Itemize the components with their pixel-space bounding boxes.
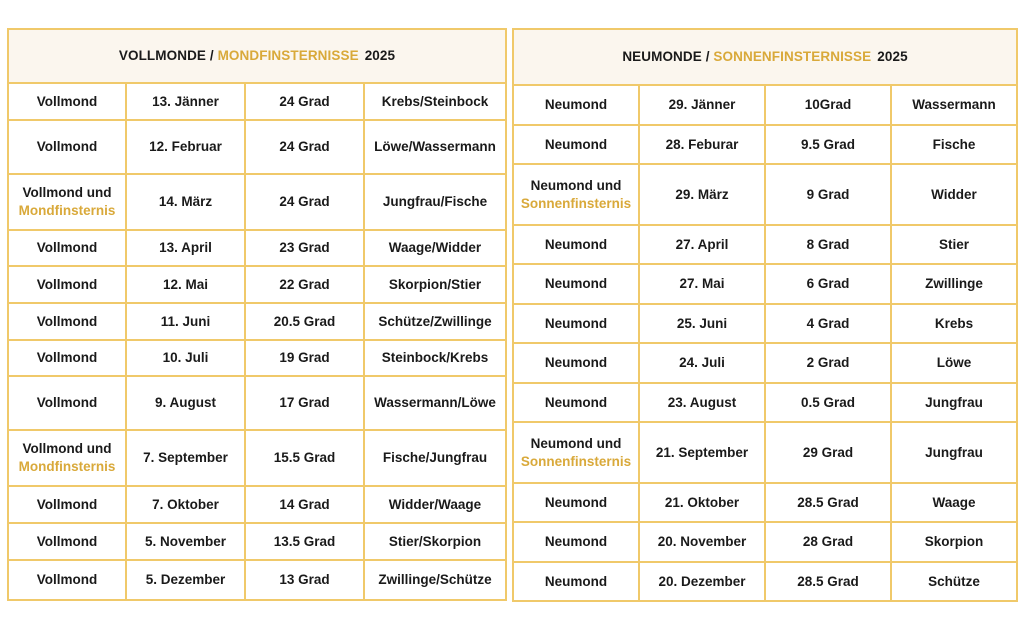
date-cell: 21. Oktober <box>639 483 765 522</box>
table-row <box>513 422 1017 483</box>
zodiac-cell: Widder/Waage <box>364 486 506 523</box>
phase-type-cell <box>8 303 126 340</box>
table-row <box>8 120 506 174</box>
phase-type: Neumond <box>544 276 608 291</box>
phase-type: Vollmond <box>36 93 98 109</box>
degree-cell: 24 Grad <box>245 120 364 174</box>
phase-type-cell <box>513 164 639 225</box>
degree-cell: 19 Grad <box>245 340 364 376</box>
degree-cell: 4 Grad <box>765 304 891 343</box>
zodiac-cell: Wassermann <box>891 85 1017 125</box>
degree-cell: 29 Grad <box>765 422 891 483</box>
zodiac-cell: Jungfrau <box>891 383 1017 422</box>
phase-type: Neumond <box>544 315 608 331</box>
degree-cell: 17 Grad <box>245 376 364 430</box>
phase-type: Vollmond <box>36 139 98 154</box>
new-moon-table <box>512 28 1018 602</box>
degree-cell: 23 Grad <box>245 230 364 266</box>
table-row <box>513 562 1017 601</box>
date-cell: 7. September <box>126 430 245 486</box>
date-cell: 10. Juli <box>126 340 245 376</box>
date-cell: 20. Dezember <box>639 562 765 601</box>
table-row <box>513 343 1017 383</box>
phase-type: Vollmond und <box>22 185 112 200</box>
phase-type: Vollmond und <box>22 441 112 456</box>
table-row <box>8 523 506 560</box>
full-moon-table-title <box>8 29 506 83</box>
date-cell: 23. August <box>639 383 765 422</box>
phase-type-cell <box>513 483 639 522</box>
date-cell: 29. März <box>639 164 765 225</box>
date-cell: 7. Oktober <box>126 486 245 523</box>
phase-type: Neumond <box>544 494 608 510</box>
table-row <box>8 560 506 600</box>
phase-type: Vollmond <box>36 313 98 329</box>
phase-type-cell <box>513 125 639 164</box>
zodiac-cell: Waage/Widder <box>364 230 506 266</box>
zodiac-cell: Schütze <box>891 562 1017 601</box>
title-highlight: MONDFINSTERNISSE <box>217 48 359 63</box>
degree-cell: 14 Grad <box>245 486 364 523</box>
date-cell: 13. April <box>126 230 245 266</box>
phase-type-cell <box>8 560 126 600</box>
title-prefix: VOLLMONDE / <box>118 48 218 63</box>
date-cell: 12. Mai <box>126 266 245 303</box>
table-row <box>8 83 506 120</box>
phase-type-cell <box>8 120 126 174</box>
degree-cell: 28 Grad <box>765 522 891 562</box>
table-row <box>513 522 1017 562</box>
table-row <box>8 230 506 266</box>
table-row <box>8 340 506 376</box>
date-cell: 29. Jänner <box>639 85 765 125</box>
phase-type-cell <box>8 523 126 560</box>
zodiac-cell: Löwe/Wassermann <box>364 120 506 174</box>
degree-cell: 9 Grad <box>765 164 891 225</box>
phase-type: Vollmond <box>36 276 98 292</box>
table-row <box>513 304 1017 343</box>
table-row <box>8 303 506 340</box>
phase-type-cell <box>513 562 639 601</box>
zodiac-cell: Krebs <box>891 304 1017 343</box>
date-cell: 20. November <box>639 522 765 562</box>
zodiac-cell: Stier <box>891 225 1017 264</box>
phase-type-cell <box>513 343 639 383</box>
phase-type-cell <box>513 522 639 562</box>
phase-type: Vollmond <box>36 395 98 410</box>
phase-type: Neumond und <box>530 435 622 451</box>
degree-cell: 22 Grad <box>245 266 364 303</box>
phase-type-cell <box>513 264 639 304</box>
zodiac-cell: Jungfrau <box>891 422 1017 483</box>
phase-type: Vollmond <box>36 533 98 549</box>
degree-cell: 13.5 Grad <box>245 523 364 560</box>
eclipse-label: Mondfinsternis <box>18 459 116 474</box>
table-row <box>513 225 1017 264</box>
zodiac-cell: Widder <box>891 164 1017 225</box>
table-row <box>8 376 506 430</box>
degree-cell: 28.5 Grad <box>765 562 891 601</box>
eclipse-label: Mondfinsternis <box>18 203 116 218</box>
phase-type: Neumond <box>544 97 608 112</box>
phase-type-cell <box>513 304 639 343</box>
table-row <box>8 174 506 230</box>
date-cell: 27. Mai <box>639 264 765 304</box>
eclipse-label: Sonnenfinsternis <box>520 195 632 211</box>
zodiac-cell: Jungfrau/Fische <box>364 174 506 230</box>
table-row <box>513 164 1017 225</box>
zodiac-cell: Zwillinge/Schütze <box>364 560 506 600</box>
phase-type-cell <box>8 340 126 376</box>
eclipse-label: Sonnenfinsternis <box>520 453 632 469</box>
phase-type-cell <box>8 266 126 303</box>
zodiac-cell: Skorpion <box>891 522 1017 562</box>
title-year: 2025 <box>877 49 908 64</box>
table-row <box>8 430 506 486</box>
phase-type: Neumond <box>544 236 608 252</box>
table-row <box>513 125 1017 164</box>
date-cell: 9. August <box>126 376 245 430</box>
degree-cell: 24 Grad <box>245 174 364 230</box>
table-row <box>8 266 506 303</box>
phase-type-cell <box>8 376 126 430</box>
date-cell: 5. November <box>126 523 245 560</box>
zodiac-cell: Fische/Jungfrau <box>364 430 506 486</box>
degree-cell: 28.5 Grad <box>765 483 891 522</box>
zodiac-cell: Wassermann/Löwe <box>364 376 506 430</box>
zodiac-cell: Zwillinge <box>891 264 1017 304</box>
zodiac-cell: Skorpion/Stier <box>364 266 506 303</box>
zodiac-cell: Waage <box>891 483 1017 522</box>
new-moon-table-title <box>513 29 1017 85</box>
table-row <box>8 486 506 523</box>
table-row <box>513 483 1017 522</box>
zodiac-cell: Stier/Skorpion <box>364 523 506 560</box>
degree-cell: 15.5 Grad <box>245 430 364 486</box>
degree-cell: 6 Grad <box>765 264 891 304</box>
phase-type: Vollmond <box>36 240 98 255</box>
zodiac-cell: Steinbock/Krebs <box>364 340 506 376</box>
degree-cell: 24 Grad <box>245 83 364 120</box>
full-moon-table <box>7 28 507 601</box>
phase-type-cell <box>513 85 639 125</box>
phase-type: Neumond <box>544 534 608 549</box>
phase-type: Neumond <box>544 136 608 152</box>
phase-type-cell <box>8 230 126 266</box>
new-moon-table-header <box>513 29 1017 85</box>
phase-type: Vollmond <box>36 572 98 587</box>
date-cell: 5. Dezember <box>126 560 245 600</box>
phase-type: Neumond <box>544 573 608 589</box>
phase-type-cell <box>513 383 639 422</box>
title-prefix: NEUMONDE / <box>622 49 714 64</box>
phase-type-cell <box>513 422 639 483</box>
date-cell: 12. Februar <box>126 120 245 174</box>
title-highlight: SONNENFINSTERNISSE <box>713 49 872 64</box>
date-cell: 21. September <box>639 422 765 483</box>
full-moon-table-header <box>8 29 506 83</box>
degree-cell: 20.5 Grad <box>245 303 364 340</box>
date-cell: 27. April <box>639 225 765 264</box>
degree-cell: 0.5 Grad <box>765 383 891 422</box>
title-year: 2025 <box>364 48 396 63</box>
degree-cell: 9.5 Grad <box>765 125 891 164</box>
phase-type: Vollmond <box>36 350 98 365</box>
phase-type: Neumond <box>544 394 608 410</box>
table-row <box>513 264 1017 304</box>
phase-type: Neumond und <box>530 177 622 193</box>
phase-type-cell <box>8 486 126 523</box>
phase-type-cell <box>8 83 126 120</box>
phase-type-cell <box>8 430 126 486</box>
date-cell: 28. Feburar <box>639 125 765 164</box>
degree-cell: 10Grad <box>765 85 891 125</box>
phase-type-cell <box>8 174 126 230</box>
table-row <box>513 383 1017 422</box>
zodiac-cell: Löwe <box>891 343 1017 383</box>
phase-type-cell <box>513 225 639 264</box>
zodiac-cell: Schütze/Zwillinge <box>364 303 506 340</box>
table-row <box>513 85 1017 125</box>
zodiac-cell: Krebs/Steinbock <box>364 83 506 120</box>
date-cell: 25. Juni <box>639 304 765 343</box>
degree-cell: 2 Grad <box>765 343 891 383</box>
zodiac-cell: Fische <box>891 125 1017 164</box>
degree-cell: 8 Grad <box>765 225 891 264</box>
phase-type: Neumond <box>544 355 608 370</box>
date-cell: 24. Juli <box>639 343 765 383</box>
date-cell: 11. Juni <box>126 303 245 340</box>
degree-cell: 13 Grad <box>245 560 364 600</box>
phase-type: Vollmond <box>36 496 98 512</box>
date-cell: 13. Jänner <box>126 83 245 120</box>
date-cell: 14. März <box>126 174 245 230</box>
